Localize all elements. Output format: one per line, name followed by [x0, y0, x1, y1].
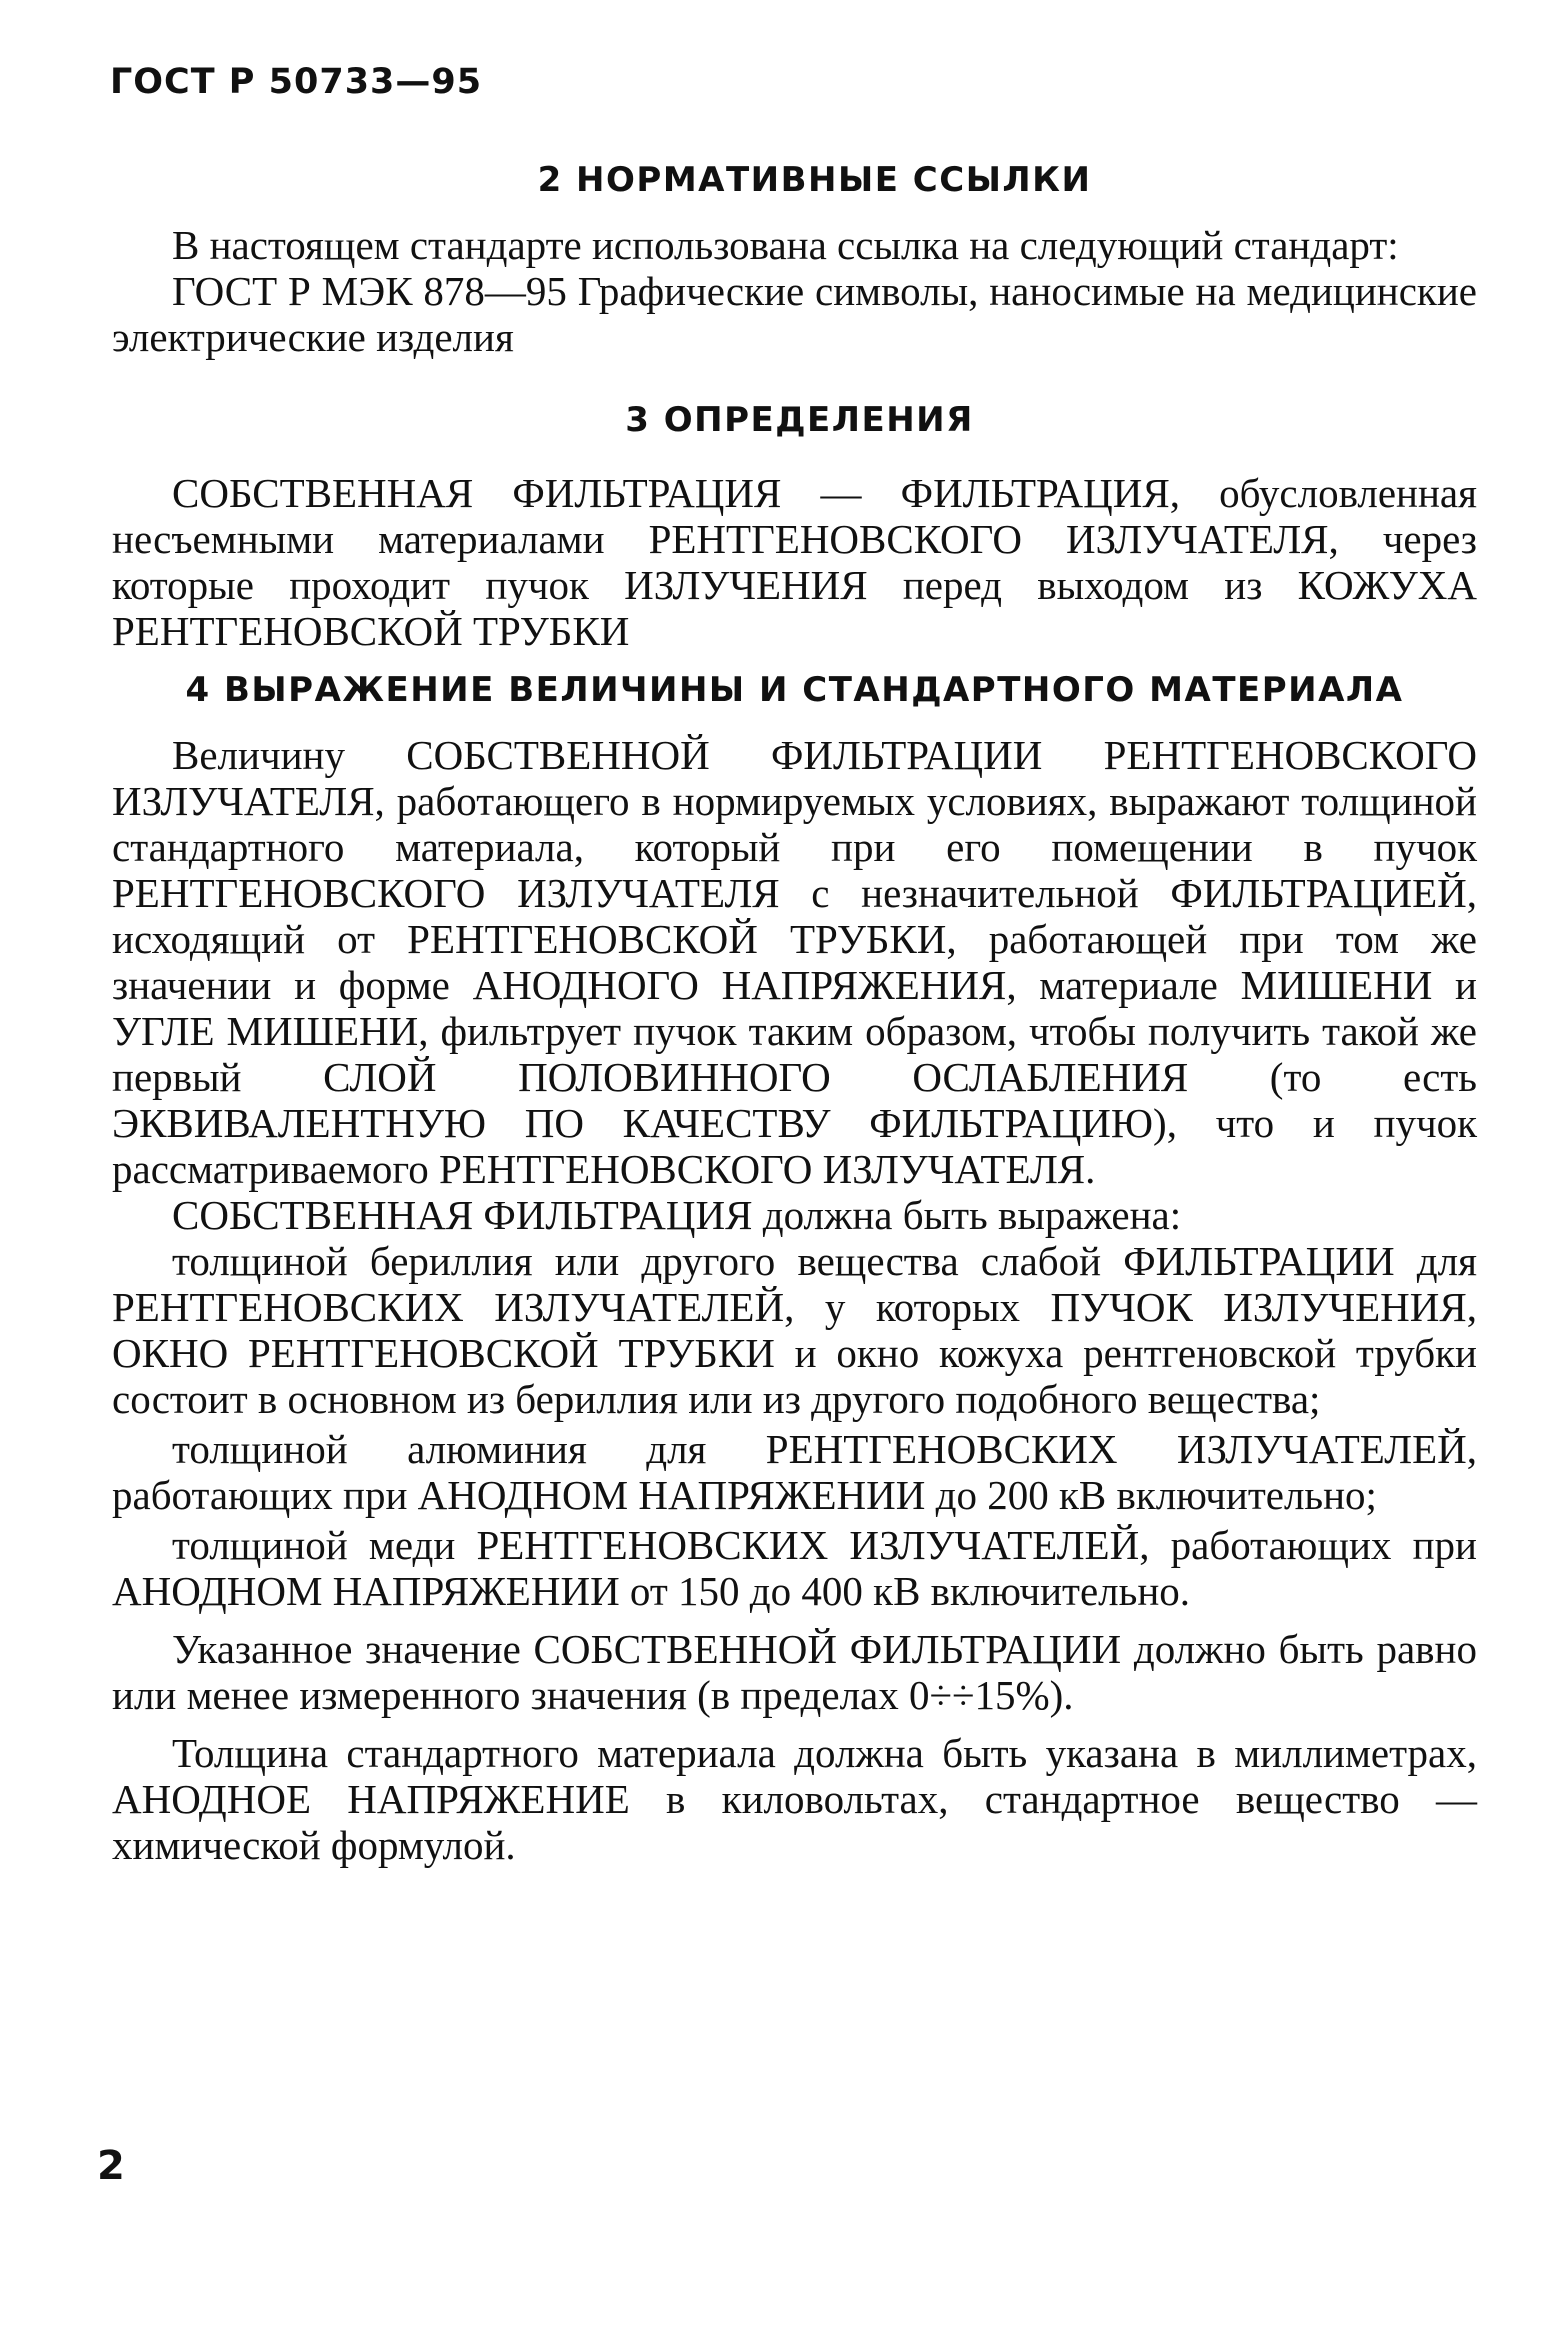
paragraph: толщиной меди РЕНТГЕНОВСКИХ ИЗЛУЧАТЕЛЕЙ, работающих при АНОДНОМ НАПРЯЖЕНИИ от 150 до 400 кВ включительно.: [112, 1522, 1477, 1614]
document-header: ГОСТ Р 50733—95: [110, 62, 483, 102]
page-number: 2: [97, 2143, 125, 2189]
section-title-definitions: 3 ОПРЕДЕЛЕНИЯ: [625, 400, 974, 440]
paragraph: В настоящем стандарте использована ссылка на следующий стандарт:: [172, 222, 1399, 268]
section-title-normative-references: 2 НОРМАТИВНЫЕ ССЫЛКИ: [537, 160, 1092, 200]
paragraph: толщиной бериллия или другого вещества слабой ФИЛЬТРАЦИИ для РЕНТГЕНОВСКИХ ИЗЛУЧАТЕЛЕЙ, у которых ПУЧОК ИЗЛУЧЕНИЯ, ОКНО РЕНТГЕНОВСКОЙ ТРУБКИ и окно кожуха рентгеновской трубки состоит в основном из бериллия или из другого подобного вещества;: [112, 1238, 1477, 1422]
paragraph: Указанное значение СОБСТВЕННОЙ ФИЛЬТРАЦИИ должно быть равно или менее измеренного значения (в пределах 0÷÷15%).: [112, 1626, 1477, 1718]
paragraph: толщиной алюминия для РЕНТГЕНОВСКИХ ИЗЛУЧАТЕЛЕЙ, работающих при АНОДНОМ НАПРЯЖЕНИИ до 200 кВ включительно;: [112, 1426, 1477, 1518]
paragraph: Толщина стандартного материала должна быть указана в миллиметрах, АНОДНОЕ НАПРЯЖЕНИЕ в киловольтах, стандартное вещество — химической формулой.: [112, 1730, 1477, 1868]
section-title-expression: 4 ВЫРАЖЕНИЕ ВЕЛИЧИНЫ И СТАНДАРТНОГО МАТЕРИАЛА: [185, 670, 1404, 710]
paragraph: СОБСТВЕННАЯ ФИЛЬТРАЦИЯ — ФИЛЬТРАЦИЯ, обусловленная несъемными материалами РЕНТГЕНОВСКОГО ИЗЛУЧАТЕЛЯ, через которые проходит пучок ИЗЛУЧЕНИЯ перед выходом из КОЖУХА РЕНТГЕНОВСКОЙ ТРУБКИ: [112, 470, 1477, 654]
paragraph: ГОСТ Р МЭК 878—95 Графические символы, наносимые на медицинские электрические изделия: [112, 268, 1477, 360]
paragraph: Величину СОБСТВЕННОЙ ФИЛЬТРАЦИИ РЕНТГЕНОВСКОГО ИЗЛУЧАТЕЛЯ, работающего в нормируемых условиях, выражают толщиной стандартного материала, который при его помещении в пучок РЕНТГЕНОВСКОГО ИЗЛУЧАТЕЛЯ с незначительной ФИЛЬТРАЦИЕЙ, исходящий от РЕНТГЕНОВСКОЙ ТРУБКИ, работающей при том же значении и форме АНОДНОГО НАПРЯЖЕНИЯ, материале МИШЕНИ и УГЛЕ МИШЕНИ, фильтрует пучок таким образом, чтобы получить такой же первый СЛОЙ ПОЛОВИННОГО ОСЛАБЛЕНИЯ (то есть ЭКВИВАЛЕНТНУЮ ПО КАЧЕСТВУ ФИЛЬТРАЦИЮ), что и пучок рассматриваемого РЕНТГЕНОВСКОГО ИЗЛУЧАТЕЛЯ.: [112, 732, 1477, 1192]
document-body: [112, 160, 1477, 1868]
paragraph: СОБСТВЕННАЯ ФИЛЬТРАЦИЯ должна быть выражена:: [172, 1192, 1182, 1238]
